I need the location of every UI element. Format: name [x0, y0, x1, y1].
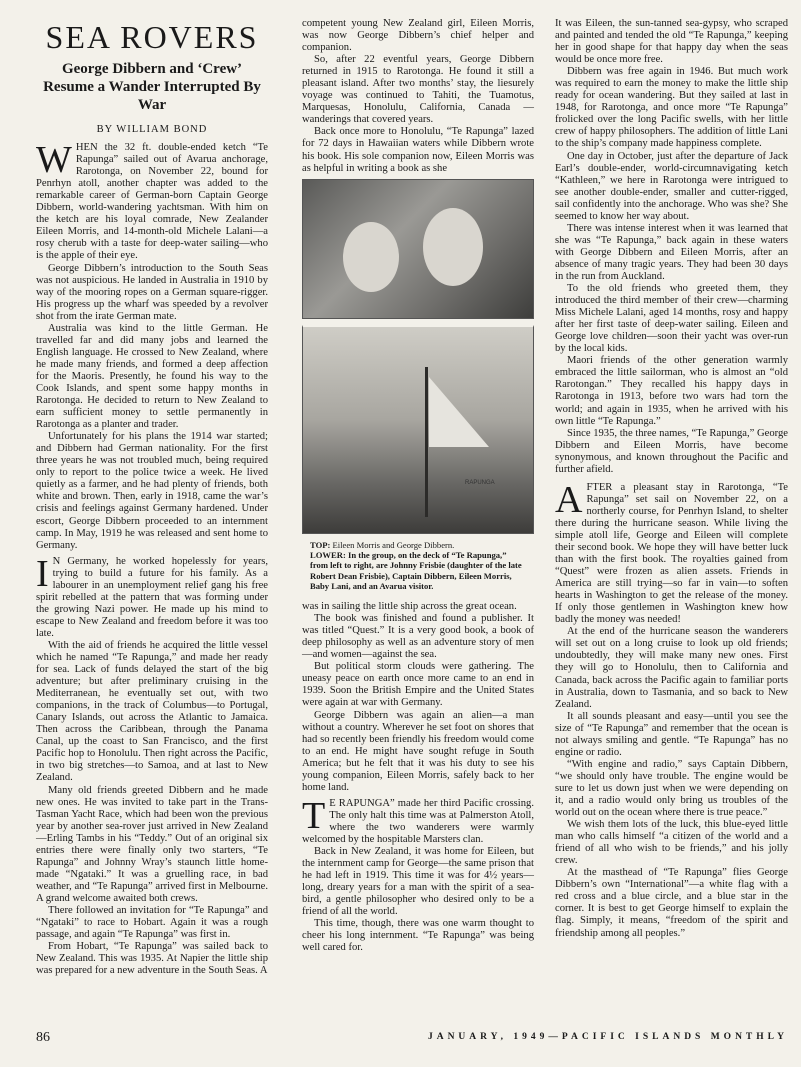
paragraph: With the aid of friends he acquired the little vessel which he named “Te Rapunga,” and made her ready for sea. Lack of funds delayed the start of the big adventure; but after preliminary cruising in the Mediterranean, he eventually set out, with two companions, in the track of Columbus—to Portugal, Canary Islands, out across the Atlantic to Jamaica. Then across the Caribbean, through the Panama Canal, up the coast to San Francisco, and the first Pacific hop to Honolulu. Then right across the Pacific, in two big stretches—to Samoa, and at last to New Zealand. — [36, 639, 268, 784]
portrait-face-right — [423, 208, 483, 286]
paragraph: Many old friends greeted Dibbern and he made new ones. He was invited to take part in the Trans-Tasman Yacht Race, which had been won the previous year by another sea-rover just arrived in New Zealand—Erling Tambs in his “Teddy.” Out of an original six entries there were finally only two starters, “Te Rapunga” and Johnny Wray’s staunch little home-made “Ngataki.” It was a gruelling race, in bad weather, and “Te Rapunga” arrived first in Melbourne. A grand welcome awaited both crews. — [36, 784, 268, 904]
paragraph: Dibbern was free again in 1946. But much work was required to earn the money to make the little ship ready for ocean wandering. But they sailed at last in 1948, for Rarotonga, and once more “Te Rapunga” frolicked over the long Pacific swells, with her little crew of happy philosophers. The addition of little Lani to the ship’s company made happiness complete. — [555, 66, 788, 150]
mast-shape — [425, 367, 428, 517]
paragraph: There followed an invitation for “Te Rapunga” and “Ngataki” to race to Hobart. Again it was a rough passage, and again “Te Rapunga” was first in. — [36, 905, 268, 941]
paragraph: To the old friends who greeted them, they introduced the third member of their crew—charming Miss Michele Lalani, aged 14 months, rosy and happy after her first taste of deep-water sailing. Eileen and George love children—soon their yacht was over-run by the local kids. — [555, 283, 788, 355]
paragraph: There was intense interest when it was learned that she was “Te Rapunga,” back again in these waters with George Dibbern and Eileen Morris, after an absence of many tragic years. They had been 30 days in the run from Auckland. — [555, 222, 788, 282]
paragraph: It all sounds pleasant and easy—until you see the size of “Te Rapunga” and remember that the ocean is not always smiling and gentle. “Te Rapunga” has no engine or radio. — [555, 710, 788, 758]
paragraph: George Dibbern’s introduction to the South Seas was not auspicious. He landed in Australia in 1910 by way of the mooring ropes on a German square-rigger. His progress up the wharf was speeded by a revolver shot from the irate German mate. — [36, 262, 268, 322]
column-3 — [555, 18, 788, 940]
paragraph: Australia was kind to the little German. He travelled far and did many jobs and learned the English language. He crossed to New Zealand, where he made many friends, and formed a deep affection for the Maoris. Presently, he found his way to the Cook Islands, and spent some happy months in Rarotonga. He decided to return to New Zealand to earn sufficient money to settle permanently in Rarotonga as a planter and trader. — [36, 322, 268, 431]
drop-cap: I — [36, 552, 49, 595]
paragraph: “With engine and radio,” says Captain Dibbern, “we should only have trouble. The engine would be sure to let us down just when we were depending on it, and a radio would only bring us troubles of the world out on the ocean where there is true peace.” — [555, 758, 788, 819]
drop-cap: A — [555, 478, 583, 521]
page-number: 86 — [36, 1030, 50, 1045]
article-title: SEA ROVERS — [45, 19, 259, 55]
paragraph: Back once more to Honolulu, “Te Rapunga” lazed for 72 days in Hawaiian waters while Dibbern wrote his book. His sole companion now, Eileen Morris was as helpful in writing a book as she — [302, 126, 534, 174]
paragraph: I N Germany, he worked hopelessly for years, trying to build a future for his family. As a labourer in an unemployment relief gang his free spirit rebelled at the pattern that was forming under the growing Nazi power. He made up his mind to escape to New Zealand and freedom before it was too late. — [36, 552, 268, 639]
photo-caption: TOP: Eileen Morris and George Dibbern. LOWER: In the group, on the deck of “Te Rapunga,” from left to right, are Johnny Frisbie (daughter of the late Robert Dean Frisbie), Captain Dibbern, Eileen Morris, Baby Lani, and an Avarua visitor. — [310, 539, 522, 591]
column-1 — [36, 18, 268, 977]
column-2 — [302, 18, 534, 954]
paragraph: WHEN the 32 ft. double-ended ketch “Te Rapunga” sailed out of Avarua anchorage, Rarotonga, on November 22, bound for Penrhyn atoll, another chapter was added to the remarkable career of German-born Captain George Dibbern, world-wandering yachtsman. With him on the ketch are his loyal comrade, New Zealander Eileen Morris, and 14-month-old Michele Lalani—a rosy cherub with a taste for deep-water sailing—who is the apple of their eye. — [36, 139, 268, 262]
footer-masthead: JANUARY, 1949—PACIFIC ISLANDS MONTHLY — [427, 1032, 788, 1042]
paragraph: At the masthead of “Te Rapunga” flies George Dibbern’s own “International”—a white flag with a red cross and a blue circle, and a blue star in the corner. It is best to get George himself to explain the flag. Simply, it means, “freedom of the spirit and friendship among all peoples.” — [555, 867, 788, 939]
paragraph: competent young New Zealand girl, Eileen Morris, was now George Dibbern’s chief helper and companion. — [302, 18, 534, 54]
paragraph: was in sailing the little ship across the great ocean. — [302, 601, 517, 613]
paragraph: So, after 22 eventful years, George Dibbern returned in 1915 to Rarotonga. He found it still a pleasant island. After two months’ stay, the liesurely voyage was continued to Tahiti, the Tuamotus, Marquesas, Honolulu, California, Canada —wanderings that covered years. — [302, 54, 534, 126]
paragraph: One day in October, just after the departure of Jack Earl’s double-ender, world-circumnavigating ketch “Kathleen,” we here in Rarotonga were intrigued to see another double-ender, smaller and cutter-rigged, sail confidently into the anchorage. Who was she? She seemed to know her way about. — [555, 150, 788, 222]
page-footer — [36, 1030, 788, 1048]
paragraph: Since 1935, the three names, “Te Rapunga,” George Dibbern and Eileen Morris, have become synonymous, and known throughout the Pacific and further afield. — [555, 427, 788, 475]
paragraph: This time, though, there was one warm thought to cheer his long internment. “Te Rapunga” was being well cared for. — [302, 918, 534, 954]
photo-deck-group — [302, 325, 534, 534]
paragraph: At the end of the hurricane season the wanderers will set out on a long cruise to look up old friends; undoubtedly, they will make many new ones. First they will go to Honolulu, then to California and Canada, back across the Pacific again to familiar ports in Australia, down to Tasmania, and so back to New Zealand. — [555, 626, 788, 710]
paragraph: It was Eileen, the sun-tanned sea-gypsy, who scraped and painted and tended the old “Te Rapunga,” keeping her in good shape for that happy day when the seas would be once more free. — [555, 18, 788, 66]
paragraph: Maori friends of the other generation warmly embraced the little sailorman, who is almost an “old Rarotongan.” They recalled his happy days in Rarotonga in 1913, before two wars had torn the world; and again in 1935, when he arrived with his own little “Te Rapunga.” — [555, 355, 788, 427]
byline: BY WILLIAM BOND — [96, 124, 208, 135]
paragraph: George Dibbern was again an alien—a man without a country. Wherever he set foot on shores that had so recently been friendly his freedom would come to an end. He might have sought refuge in South America; but he felt that it was his duty to see his young companion, Eileen Morris, safely back to her home land. — [302, 709, 534, 793]
paragraph: AFTER a pleasant stay in Rarotonga, “Te Rapunga” set sail on November 22, on a northerly course, for Penrhyn Island, to shelter there during the hurricane season. While living the simple atoll life, George and Eileen will complete their second book. We hope they will have better luck than with the first book. The royalties gained from “Quest” were frozen as alien assets. Friends in America are still trying—so far in vain—to soften hearts in Washington to get the release of the money. If only those gentlemen in Washington knew how badly the money was needed! — [555, 478, 788, 626]
paragraph: But political storm clouds were gathering. The uneasy peace on earth once more came to an end in 1939. Soon the British Empire and the United States were again at war with Germany. — [302, 661, 534, 709]
portrait-face-left — [343, 222, 399, 292]
paragraph: We wish them lots of the luck, this blue-eyed little man who calls himself “a citizen of the world and a friend of all who wish to be friends,” and his jolly crew. — [555, 819, 788, 867]
drop-cap: T — [302, 794, 326, 837]
paragraph: T E RAPUNGA” made her third Pacific crossing. The only halt this time was at Palmerston Atoll, where the two wanderers were warmly welcomed by the hospitable Marsters clan. — [302, 794, 534, 845]
paragraph: From Hobart, “Te Rapunga” was sailed back to New Zealand. This was 1935. At Napier the little ship was prepared for a new adventure in the South Seas. A — [36, 941, 268, 977]
photo-label: RAPUNGA — [465, 479, 495, 486]
paragraph: Unfortunately for his plans the 1914 war started; and Dibbern had German nationality. For the first three years he was not troubled much, being required only to report to the police twice a week. He lived quietly as a farmer, and he had plenty of friends, both white and brown. Then, early in 1918, came the war’s crisis and feelings against Germany hardened. Under escort, George Dibbern proceeded to an internment camp. In May, 1919 he was released and sent home to Germany. — [36, 431, 268, 551]
paragraph: The book was finished and found a publisher. It was titled “Quest.” It is a very good book, a book of deep philosophy as well as an adventure story of men—and women—against the sea. — [302, 613, 534, 661]
drop-cap: W — [36, 139, 72, 182]
article-subtitle: George Dibbern and ‘Crew’ Resume a Wander Interrupted By War — [43, 61, 261, 113]
sail-shape — [429, 377, 489, 447]
photo-portrait — [302, 179, 534, 319]
paragraph: Back in New Zealand, it was home for Eileen, but the internment camp for George—the same prison that he had left in 1919. This time it was for 4½ years—long, dreary years for a man with the spirit of a sea-bird, a gentle philosopher who desired only to be a friend of all the world. — [302, 846, 534, 918]
